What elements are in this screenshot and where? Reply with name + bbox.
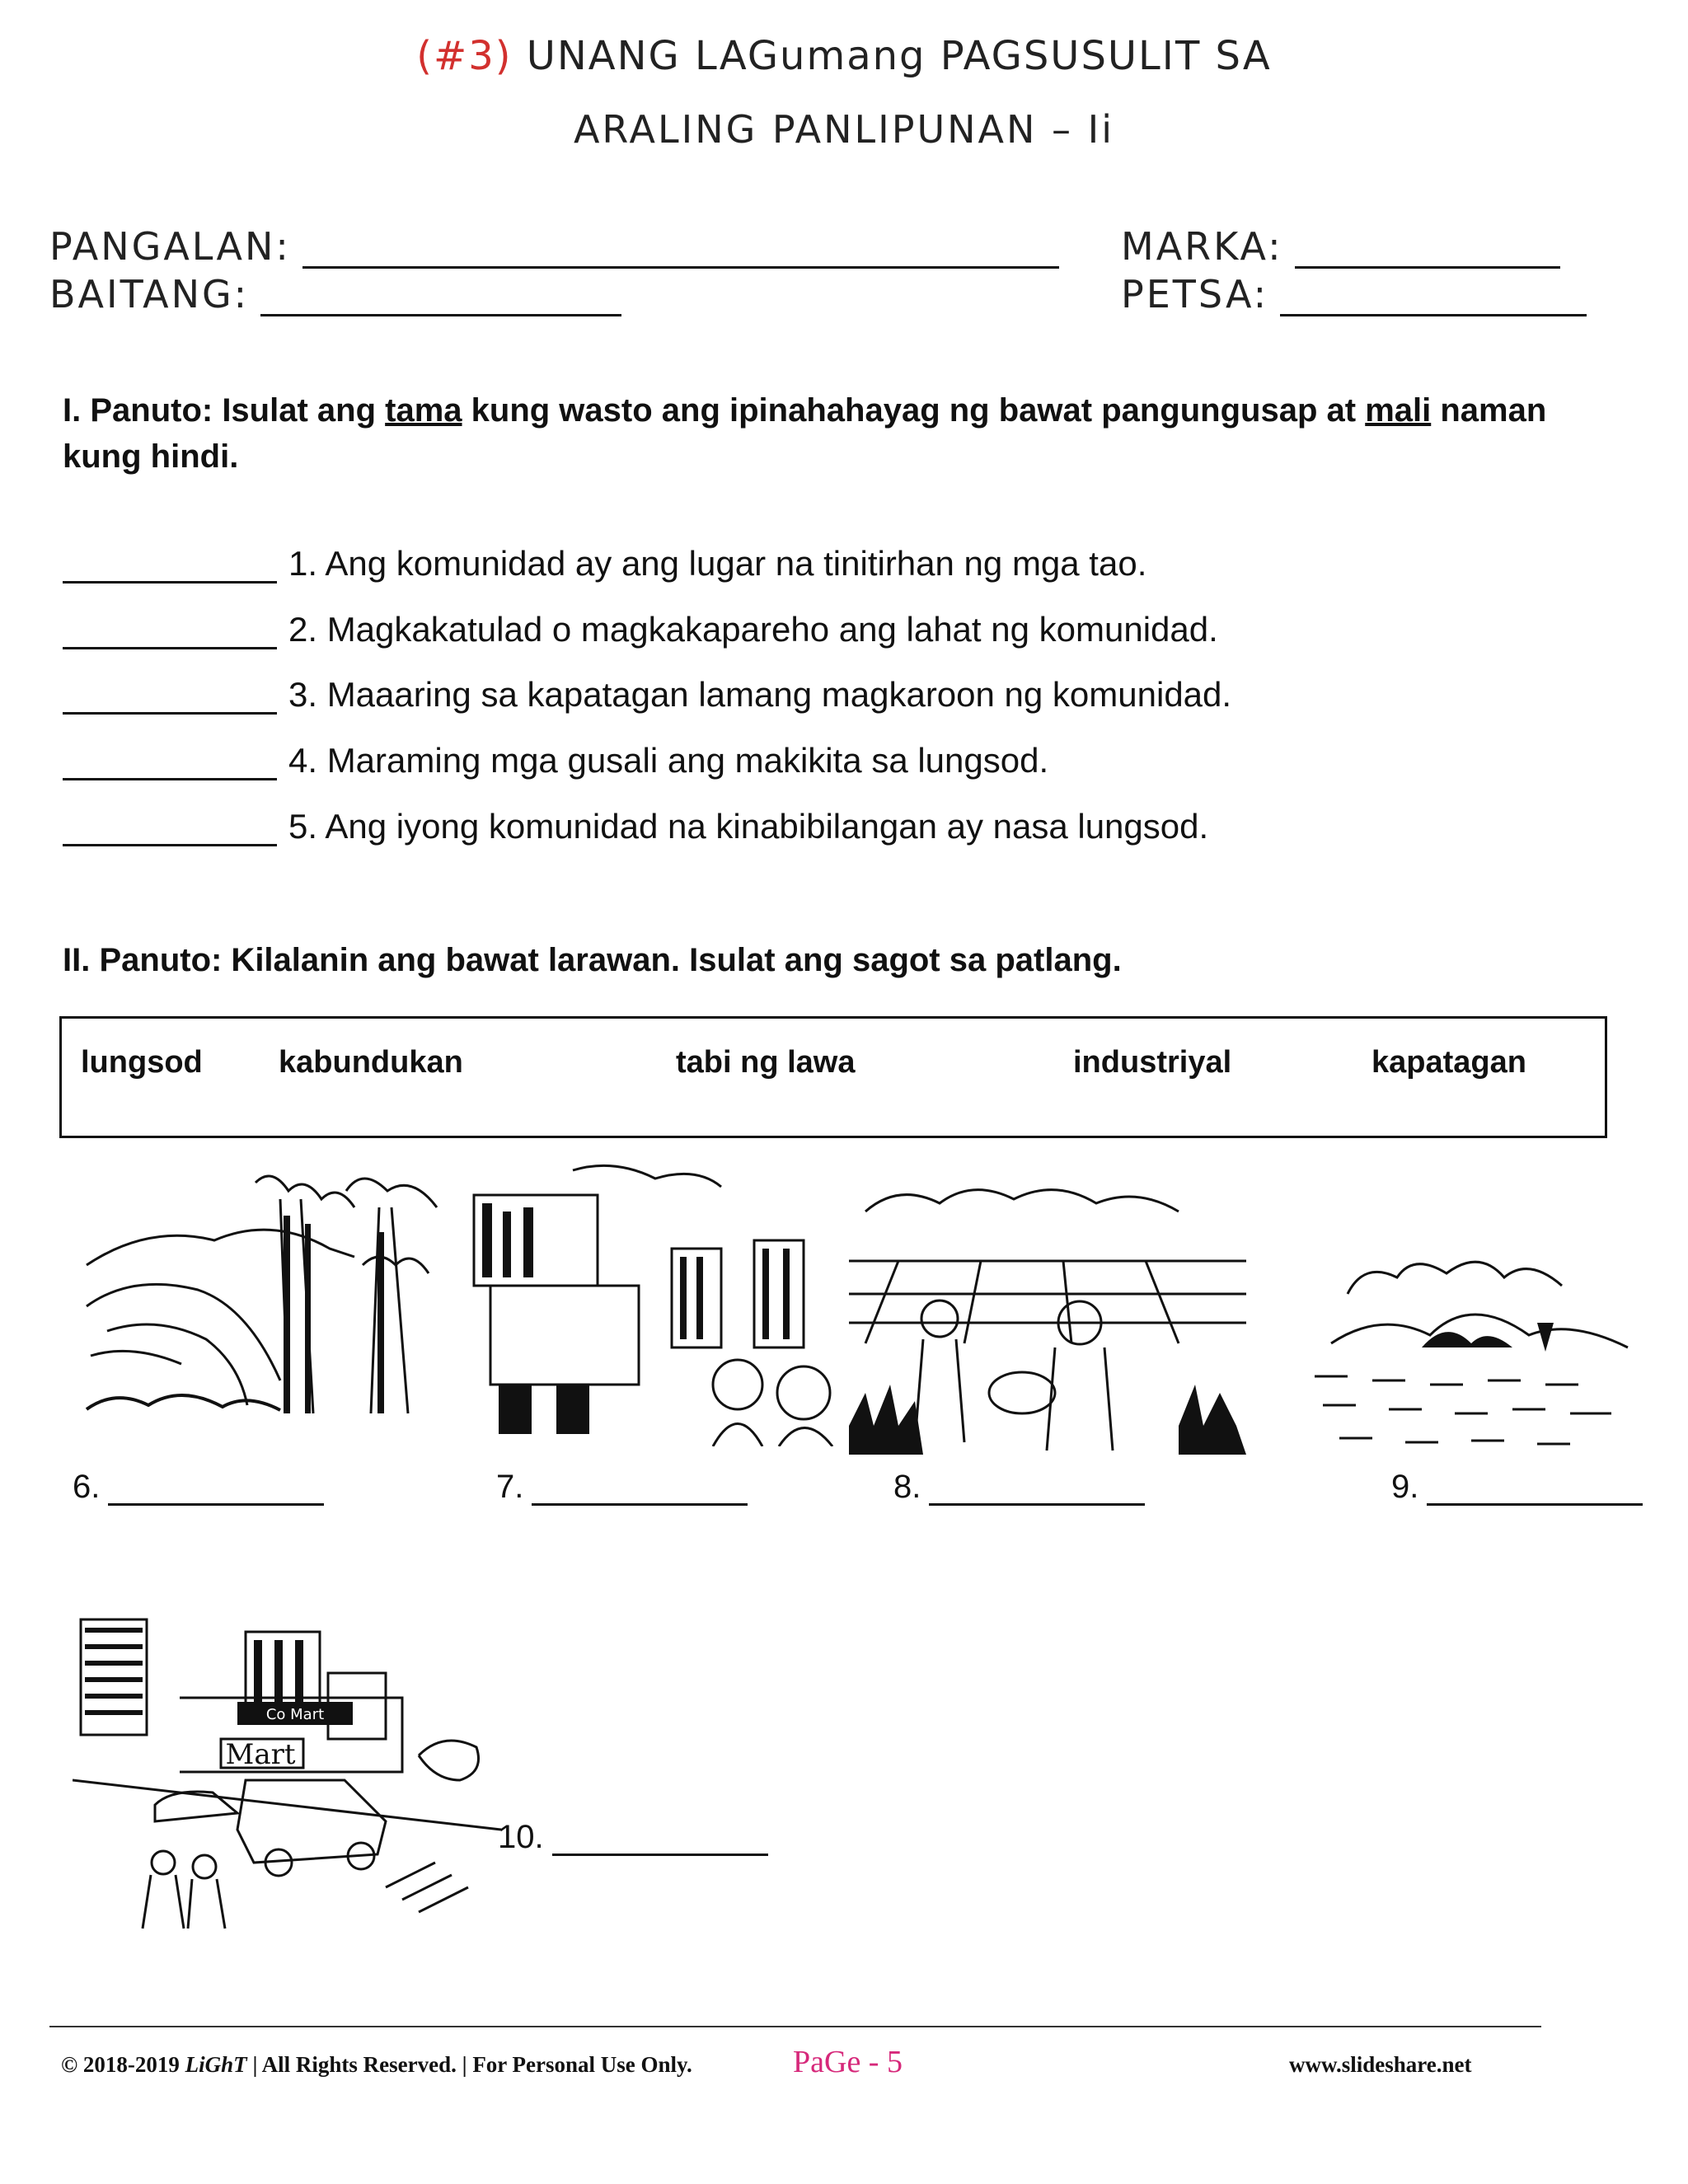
answer-blank-8[interactable] xyxy=(929,1470,1145,1506)
answer-blank-6[interactable] xyxy=(108,1470,324,1506)
question-4 xyxy=(63,741,1048,780)
answer-label-7: 7. xyxy=(496,1469,524,1505)
answer-blank-5[interactable] xyxy=(63,811,277,846)
footer-site[interactable]: www.slideshare.net xyxy=(1289,2052,1472,2077)
rights-text: | All Rights Reserved. | For Personal Use Only. xyxy=(252,2052,692,2077)
score-line[interactable] xyxy=(1295,230,1560,269)
footer-divider xyxy=(49,2026,1541,2027)
choice-industriyal: industriyal xyxy=(1073,1045,1232,1080)
answer-label-10: 10. xyxy=(498,1819,544,1855)
question-text-1: 1. Ang komunidad ay ang lugar na tinitirhan ng mga tao. xyxy=(288,544,1147,583)
date-label: PETSA: xyxy=(1121,272,1269,316)
worksheet-title xyxy=(0,33,1688,79)
score-field[interactable] xyxy=(1121,224,1560,269)
word-tama: tama xyxy=(385,392,462,429)
part1-instruction-a: I. Panuto: Isulat ang xyxy=(63,392,386,429)
grade-field[interactable] xyxy=(49,272,621,316)
answer-blank-3[interactable] xyxy=(63,679,277,715)
question-5 xyxy=(63,807,1208,846)
answer-label-8: 8. xyxy=(893,1469,921,1505)
mountain-picture xyxy=(82,1166,447,1418)
name-line[interactable] xyxy=(302,230,1059,269)
answer-blank-7[interactable] xyxy=(532,1470,748,1506)
title-number: (#3) xyxy=(416,33,513,79)
part1-instruction-b: kung wasto ang ipinahahayag ng bawat pangungusap at xyxy=(462,392,1366,429)
question-1 xyxy=(63,544,1146,583)
answer-blank-2[interactable] xyxy=(63,614,277,649)
answer-blank-9[interactable] xyxy=(1427,1470,1643,1506)
name-label: PANGALAN: xyxy=(49,224,291,269)
answer-blank-4[interactable] xyxy=(63,745,277,780)
answer-8 xyxy=(893,1469,1145,1506)
city-picture xyxy=(73,1615,501,1933)
answer-9 xyxy=(1391,1469,1643,1506)
question-3 xyxy=(63,675,1231,715)
choice-tabi-ng-lawa: tabi ng lawa xyxy=(676,1045,856,1080)
part1-instruction xyxy=(63,387,1629,480)
answer-7 xyxy=(496,1469,748,1506)
grade-label: BAITANG: xyxy=(49,272,250,316)
answer-6 xyxy=(73,1469,324,1506)
answer-10 xyxy=(498,1819,768,1856)
question-text-2: 2. Magkakatulad o magkakapareho ang lahat ng komunidad. xyxy=(288,610,1218,649)
store-sign: Co Mart xyxy=(265,1706,325,1723)
question-text-5: 5. Ang iyong komunidad na kinabibilangan ay nasa lungsod. xyxy=(288,807,1209,846)
date-line[interactable] xyxy=(1280,278,1587,316)
lake-picture xyxy=(1298,1244,1653,1463)
question-text-4: 4. Maraming mga gusali ang makikita sa lungsod. xyxy=(288,741,1049,780)
farmland-picture xyxy=(849,1179,1246,1455)
answer-label-9: 9. xyxy=(1391,1469,1419,1505)
word-mali: mali xyxy=(1365,392,1432,429)
industrial-picture xyxy=(466,1162,849,1446)
copyright-text: © 2018-2019 xyxy=(61,2052,180,2077)
answer-blank-1[interactable] xyxy=(63,548,277,583)
answer-label-6: 6. xyxy=(73,1469,101,1505)
footer-left xyxy=(61,2052,692,2078)
title-text: UNANG LAGumang PAGSUSULIT SA xyxy=(526,33,1272,79)
choice-kabundukan: kabundukan xyxy=(279,1045,463,1080)
part1-instruction-c: naman kung hindi. xyxy=(63,392,1547,475)
question-text-3: 3. Maaaring sa kapatagan lamang magkaroon ng komunidad. xyxy=(288,675,1232,714)
answer-blank-10[interactable] xyxy=(552,1821,768,1856)
grade-line[interactable] xyxy=(260,278,621,316)
part2-instruction: II. Panuto: Kilalanin ang bawat larawan. Isulat ang sagot sa patlang. xyxy=(63,942,1122,978)
choice-kapatagan: kapatagan xyxy=(1372,1045,1526,1080)
choice-lungsod: lungsod xyxy=(81,1045,203,1080)
author-name: LiGhT xyxy=(185,2052,247,2077)
date-field[interactable] xyxy=(1121,272,1587,316)
question-2 xyxy=(63,610,1218,649)
worksheet-subtitle: ARALING PANLIPUNAN – Ii xyxy=(573,107,1115,152)
score-label: MARKA: xyxy=(1121,224,1283,269)
name-field[interactable] xyxy=(49,224,1059,269)
mart-sign: Mart xyxy=(225,1738,296,1771)
page-number: PaGe - 5 xyxy=(793,2045,903,2079)
